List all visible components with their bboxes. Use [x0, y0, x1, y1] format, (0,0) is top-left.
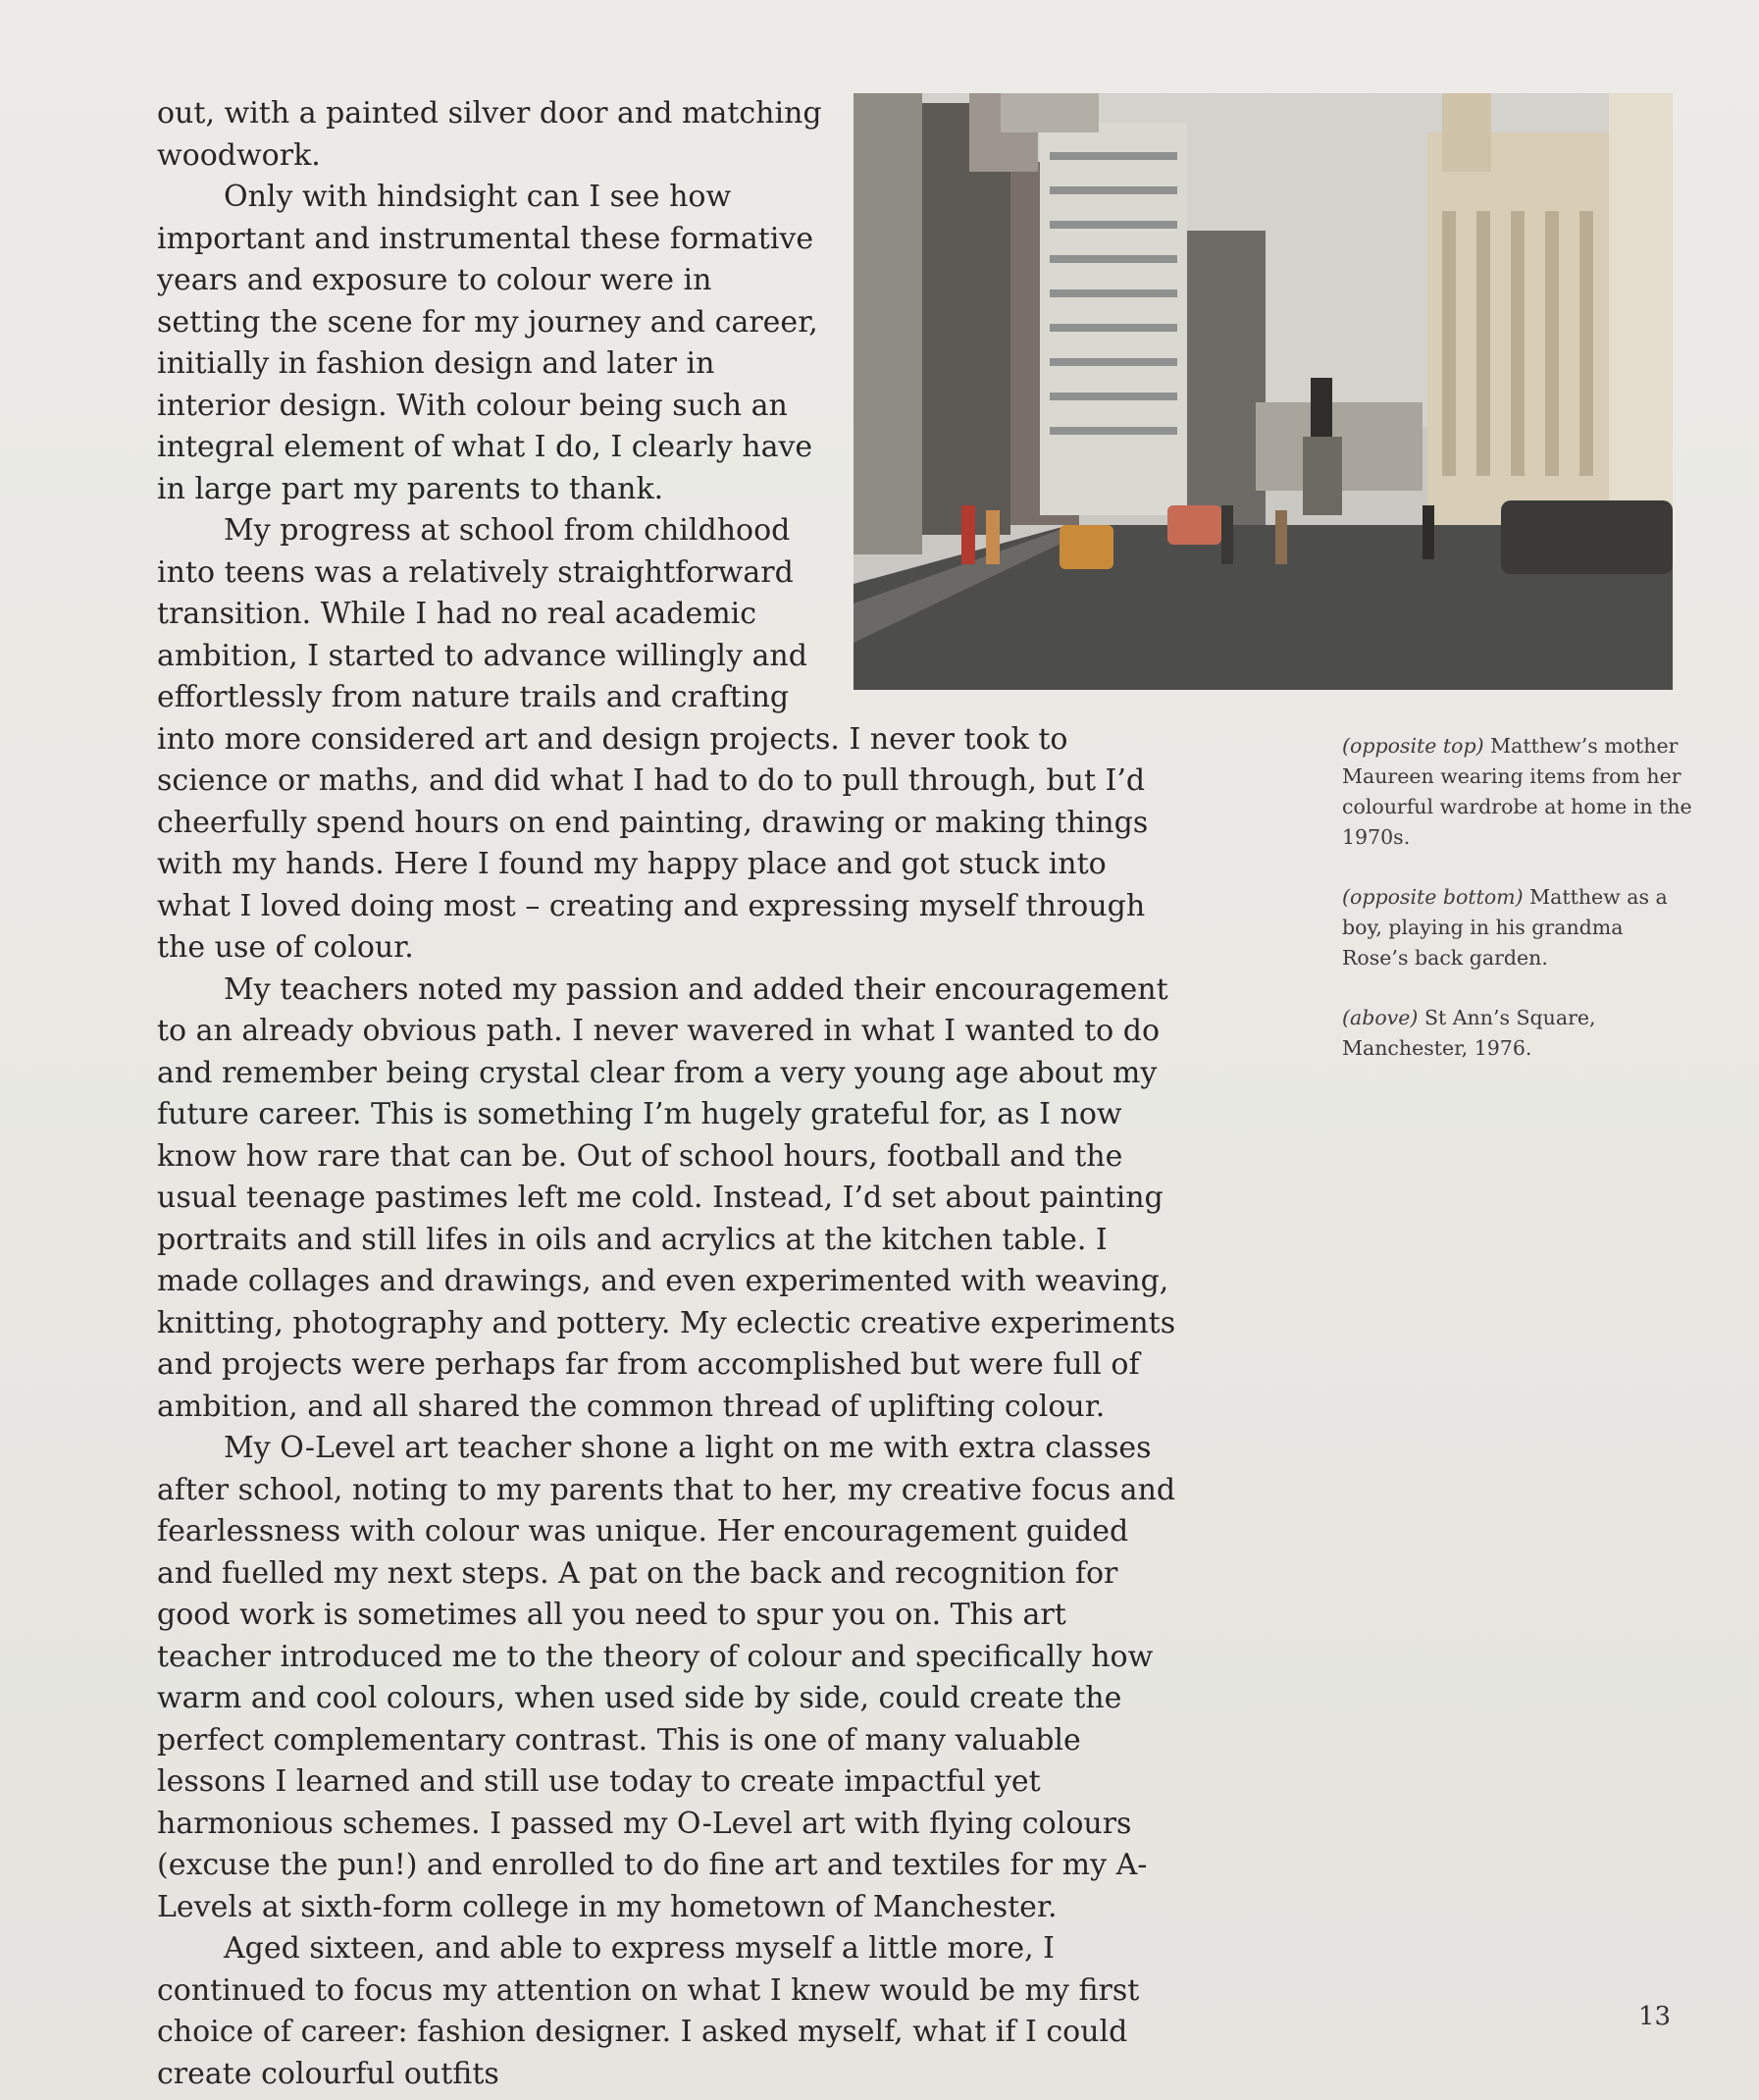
caption-above: [1342, 1003, 1695, 1064]
paragraph-2: Only with hindsight can I see how important and instrumental these formative years and exposure to colour were in setting the scene for my journey and career, initially in fashion design and later in interior design. With colour being such an integral element of what I do, I clearly have in large part my parents to thank.: [157, 180, 818, 506]
paragraph-6: Aged sixteen, and able to express myself a little more, I continued to focus my attention on what I knew would be my first choice of career: fashion designer. I asked myself, what if I could create colourful outfits: [157, 1931, 1140, 2091]
paragraph-1: out, with a painted silver door and matching woodwork.: [157, 96, 822, 173]
caption-tag: (above): [1342, 1006, 1419, 1029]
caption-tag: (opposite bottom): [1342, 885, 1524, 909]
photo-wrap-spacer: [824, 93, 1187, 702]
paragraph-5: My O-Level art teacher shone a light on me with extra classes after school, noting to my parents that to her, my creative focus and fearlessness with colour was unique. Her encouragement guided and fuelled my next steps. A pat on the back and recognition for good work is sometimes all you need to spur you on. This art teacher introduced me to the theory of colour and specifically how warm and cool colours, when used side by side, could create the perfect complementary contrast. This is one of many valuable lessons I learned and still use today to create impactful yet harmonious schemes. I passed my O-Level art with flying colours (excuse the pun!) and enrolled to do fine art and textiles for my A-Levels at sixth-form college in my hometown of Manchester.: [157, 1431, 1176, 1924]
caption-text: Matthew as a boy, playing in his grandma Rose’s back garden.: [1342, 885, 1668, 970]
caption-text: St Ann’s Square, Manchester, 1976.: [1342, 1006, 1596, 1060]
caption-opposite-bottom: [1342, 882, 1695, 973]
caption-text: Matthew’s mother Maureen wearing items from her colourful wardrobe at home in the 1970s.: [1342, 734, 1692, 849]
caption-opposite-top: [1342, 731, 1695, 853]
paragraph-3: My progress at school from childhood into teens was a relatively straightforward transition. While I had no real academic ambition, I started to advance willingly and effortlessly from nature trails and crafting into more considered art and design projects. I never took to science or maths, and did what I had to do to pull through, but I’d cheerfully spend hours on end painting, drawing or making things with my hands. Here I found my happy place and got stuck into what I loved doing most – creating and expressing myself through the use of colour.: [157, 513, 1149, 965]
caption-tag: (opposite top): [1342, 734, 1484, 758]
page-number: 13: [1638, 2002, 1672, 2031]
paragraph-4: My teachers noted my passion and added their encouragement to an already obvious path. I never wavered in what I wanted to do and remember being crystal clear from a very young age about my future career. This is something I’m hugely grateful for, as I now know how rare that can be. Out of school hours, football and the usual teenage pastimes left me cold. Instead, I’d set about painting portraits and still lifes in oils and acrylics at the kitchen table. I made collages and drawings, and even experimented with weaving, knitting, photography and pottery. My eclectic creative experiments and projects were perhaps far from accomplished but were full of ambition, and all shared the common thread of uplifting colour.: [157, 971, 1176, 1424]
body-text: [157, 93, 1187, 2095]
photo-captions: [1342, 731, 1695, 1093]
